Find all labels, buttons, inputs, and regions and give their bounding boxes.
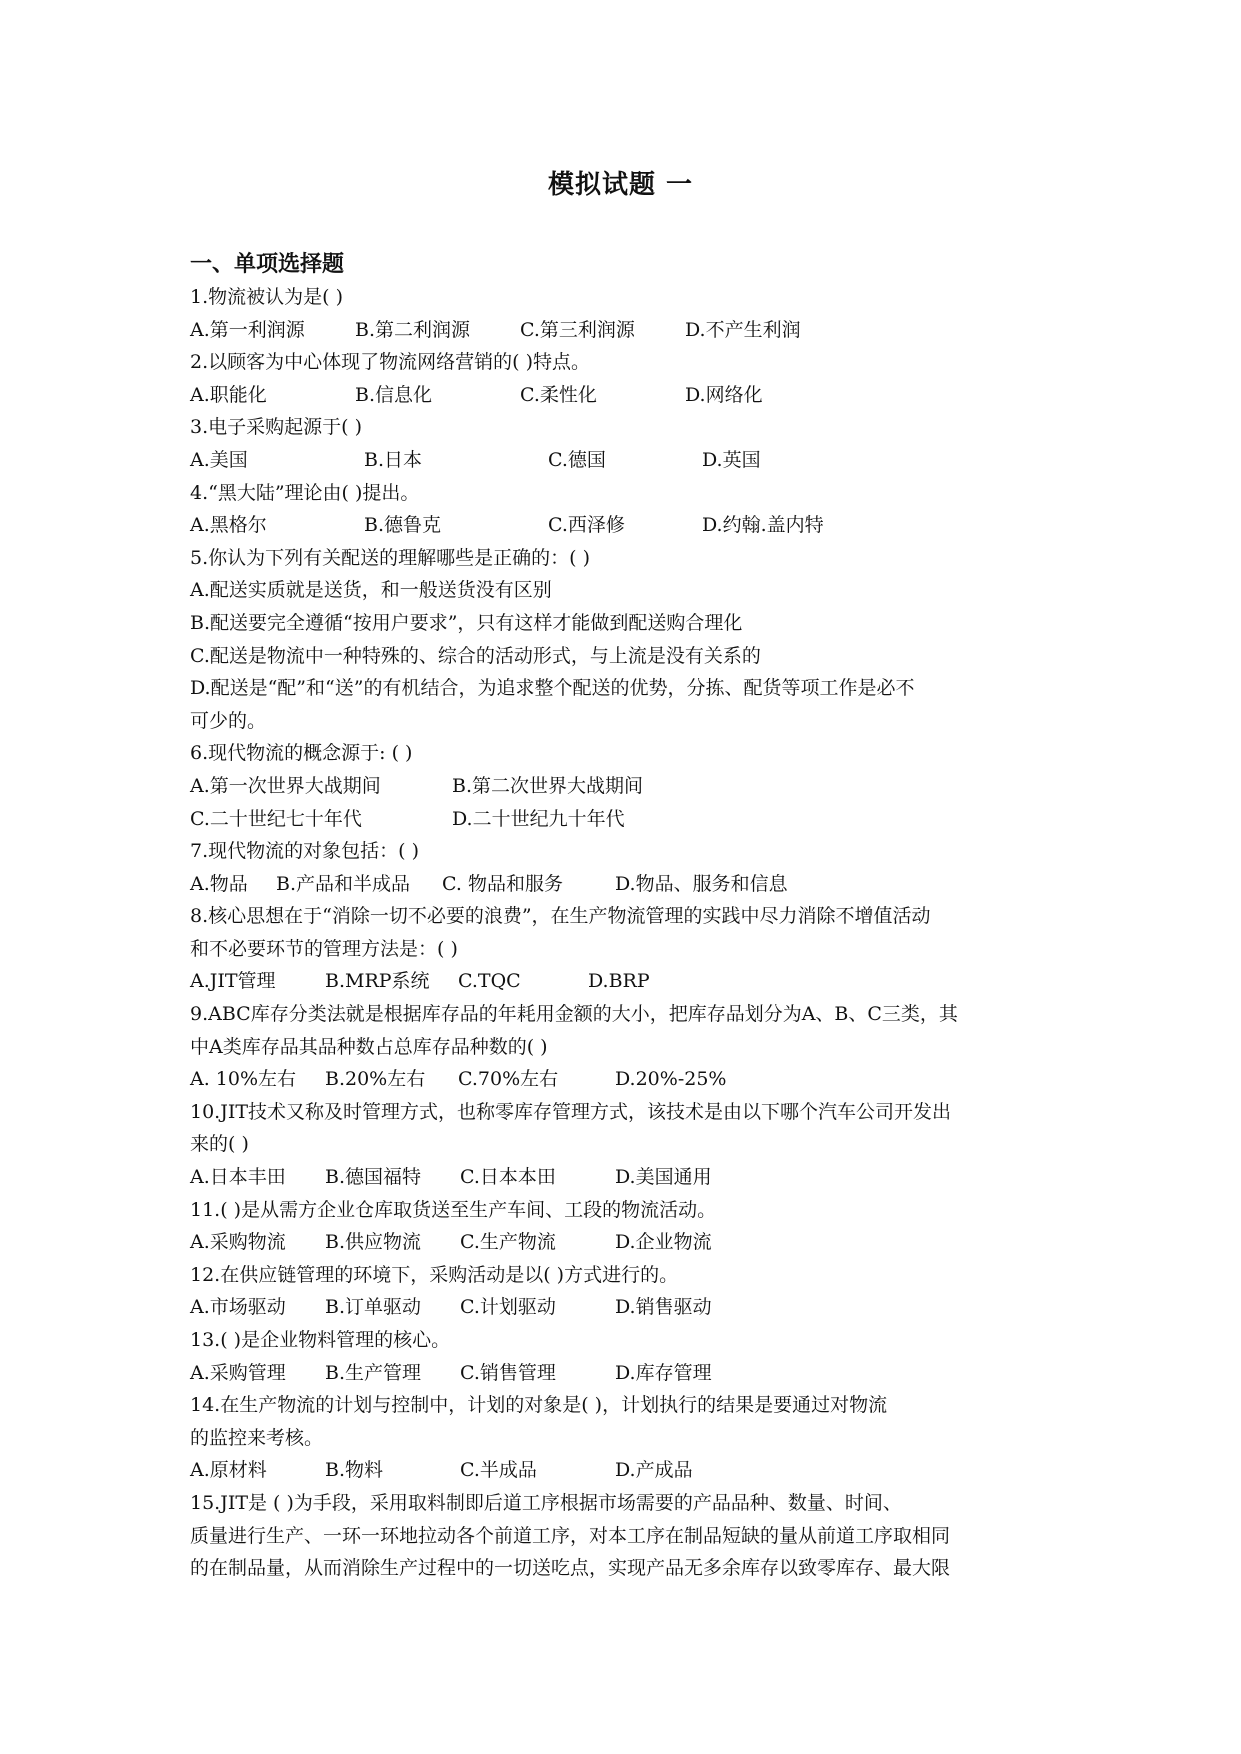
options-row bbox=[190, 1063, 1090, 1096]
options-row bbox=[190, 379, 1090, 412]
options-row bbox=[190, 1454, 1090, 1487]
answer-option: C.70%左右 bbox=[458, 1068, 559, 1091]
answer-option: C.计划驱动 bbox=[460, 1296, 556, 1319]
page-title: 模拟试题 一 bbox=[547, 170, 694, 200]
answer-option: A.日本丰田 bbox=[190, 1166, 286, 1189]
question-text-line: 8.核心思想在于“消除一切不必要的浪费”，在生产物流管理的实践中尽力消除不增值活动 bbox=[190, 905, 931, 928]
answer-option: D.物品、服务和信息 bbox=[615, 872, 788, 895]
answer-option: B.第二次世界大战期间 bbox=[452, 774, 644, 797]
answer-option: B.信息化 bbox=[355, 383, 433, 406]
answer-option: D.不产生利润 bbox=[685, 318, 801, 341]
answer-option: B.德国福特 bbox=[325, 1166, 422, 1189]
answer-option: D.产成品 bbox=[615, 1459, 693, 1482]
question-text-line: 14.在生产物流的计划与控制中，计划的对象是( )，计划执行的结果是要通过对物流 bbox=[190, 1394, 888, 1417]
answer-option: B.20%左右 bbox=[325, 1068, 426, 1091]
question-text-line: 7.现代物流的对象包括：( ) bbox=[190, 840, 419, 863]
section-heading: 一、单项选择题 bbox=[190, 251, 345, 277]
answer-option: D.库存管理 bbox=[615, 1361, 712, 1384]
question-text-line: 中A类库存品其品种数占总库存品种数的( ) bbox=[190, 1035, 548, 1058]
answer-option: D.英国 bbox=[702, 448, 761, 471]
question-text-line: 5.你认为下列有关配送的理解哪些是正确的：( ) bbox=[190, 546, 590, 569]
options-row bbox=[190, 770, 1090, 803]
answer-option: A.黑格尔 bbox=[190, 514, 267, 537]
answer-option: A.第一次世界大战期间 bbox=[190, 774, 381, 797]
options-row bbox=[190, 314, 1090, 347]
answer-option: A. 10%左右 bbox=[190, 1068, 297, 1091]
answer-option: A.市场驱动 bbox=[190, 1296, 286, 1319]
answer-option: A.物品 bbox=[190, 872, 248, 895]
answer-option: C.生产物流 bbox=[460, 1231, 556, 1254]
question-text-line: 来的( ) bbox=[190, 1133, 249, 1156]
options-row bbox=[190, 1226, 1090, 1259]
question-text-line: 质量进行生产、一环一环地拉动各个前道工序，对本工序在制品短缺的量从前道工序取相同 bbox=[190, 1524, 951, 1547]
answer-option: D.约翰.盖内特 bbox=[702, 514, 824, 537]
question-text-line: B.配送要完全遵循“按用户要求”，只有这样才能做到配送购合理化 bbox=[190, 611, 743, 634]
options-row bbox=[190, 1357, 1090, 1390]
answer-option: B.生产管理 bbox=[325, 1361, 422, 1384]
question-text-line: 和不必要环节的管理方法是：( ) bbox=[190, 937, 458, 960]
question-text-line: A.配送实质就是送货，和一般送货没有区别 bbox=[190, 579, 552, 602]
question-text-line: 6.现代物流的概念源于: ( ) bbox=[190, 742, 413, 765]
answer-option: C. 物品和服务 bbox=[442, 872, 563, 895]
answer-option: B.日本 bbox=[364, 448, 423, 471]
answer-option: D.20%-25% bbox=[615, 1068, 727, 1091]
options-row bbox=[190, 1161, 1090, 1194]
options-row bbox=[190, 965, 1090, 998]
question-text-line: 13.( )是企业物料管理的核心。 bbox=[190, 1329, 451, 1351]
question-text-line: 9.ABC库存分类法就是根据库存品的年耗用金额的大小，把库存品划分为A、B、C三类，其 bbox=[190, 1003, 958, 1026]
question-text-line: 1.物流被认为是( ) bbox=[190, 286, 343, 308]
answer-option: C.第三利润源 bbox=[520, 318, 635, 341]
answer-option: C.半成品 bbox=[460, 1459, 537, 1482]
answer-option: B.订单驱动 bbox=[325, 1296, 422, 1319]
answer-option: A.第一利润源 bbox=[190, 318, 305, 341]
question-text-line: 15.JIT是 ( )为手段，采用取料制即后道工序根据市场需要的产品品种、数量、时间、 bbox=[190, 1491, 902, 1514]
question-text-line: D.配送是“配”和“送”的有机结合，为追求整个配送的优势，分拣、配货等项工作是必不 bbox=[190, 677, 915, 700]
answer-option: B.产品和半成品 bbox=[276, 872, 411, 895]
question-text-line: 2.以顾客为中心体现了物流网络营销的( )特点。 bbox=[190, 351, 590, 374]
answer-option: A.采购物流 bbox=[190, 1231, 286, 1254]
options-row bbox=[190, 803, 1090, 836]
question-text-line: 的在制品量，从而消除生产过程中的一切送吃点，实现产品无多余库存以致零库存、最大限 bbox=[190, 1557, 951, 1580]
question-text-line: 11.( )是从需方企业仓库取货送至生产车间、工段的物流活动。 bbox=[190, 1198, 717, 1221]
answer-option: D.销售驱动 bbox=[615, 1296, 712, 1319]
question-text-line: 12.在供应链管理的环境下，采购活动是以( )方式进行的。 bbox=[190, 1263, 679, 1286]
answer-option: A.原材料 bbox=[190, 1459, 267, 1482]
answer-option: C.西泽修 bbox=[548, 514, 625, 537]
answer-option: C.二十世纪七十年代 bbox=[190, 807, 362, 830]
answer-option: D.二十世纪九十年代 bbox=[452, 807, 625, 830]
question-text-line: 4.“黑大陆”理论由( )提出。 bbox=[190, 481, 420, 504]
options-row bbox=[190, 444, 1090, 477]
answer-option: C.德国 bbox=[548, 448, 606, 471]
answer-option: B.物料 bbox=[325, 1459, 384, 1482]
answer-option: C.日本本田 bbox=[460, 1166, 556, 1189]
answer-option: C.销售管理 bbox=[460, 1361, 556, 1384]
question-text-line: 3.电子采购起源于( ) bbox=[190, 416, 362, 439]
answer-option: B.德鲁克 bbox=[364, 514, 442, 537]
answer-option: A.JIT管理 bbox=[190, 970, 276, 993]
answer-option: D.网络化 bbox=[685, 383, 763, 406]
answer-option: D.企业物流 bbox=[615, 1231, 712, 1254]
answer-option: A.美国 bbox=[190, 448, 248, 471]
answer-option: C.柔性化 bbox=[520, 383, 597, 406]
answer-option: D.BRP bbox=[588, 970, 650, 993]
answer-option: A.职能化 bbox=[190, 383, 267, 406]
question-text-line: 的监控来考核。 bbox=[190, 1426, 324, 1449]
question-text-line: C.配送是物流中一种特殊的、综合的活动形式，与上流是没有关系的 bbox=[190, 644, 761, 667]
question-list bbox=[190, 281, 1090, 1585]
answer-option: B.MRP系统 bbox=[325, 970, 430, 993]
answer-option: A.采购管理 bbox=[190, 1361, 286, 1384]
answer-option: B.供应物流 bbox=[325, 1231, 422, 1254]
answer-option: D.美国通用 bbox=[615, 1166, 712, 1189]
options-row bbox=[190, 868, 1090, 901]
answer-option: B.第二利润源 bbox=[355, 318, 471, 341]
options-row bbox=[190, 509, 1090, 542]
question-text-line: 10.JIT技术又称及时管理方式，也称零库存管理方式，该技术是由以下哪个汽车公司开发出 bbox=[190, 1100, 952, 1123]
options-row bbox=[190, 1291, 1090, 1324]
answer-option: C.TQC bbox=[458, 970, 521, 993]
question-text-line: 可少的。 bbox=[190, 709, 267, 732]
